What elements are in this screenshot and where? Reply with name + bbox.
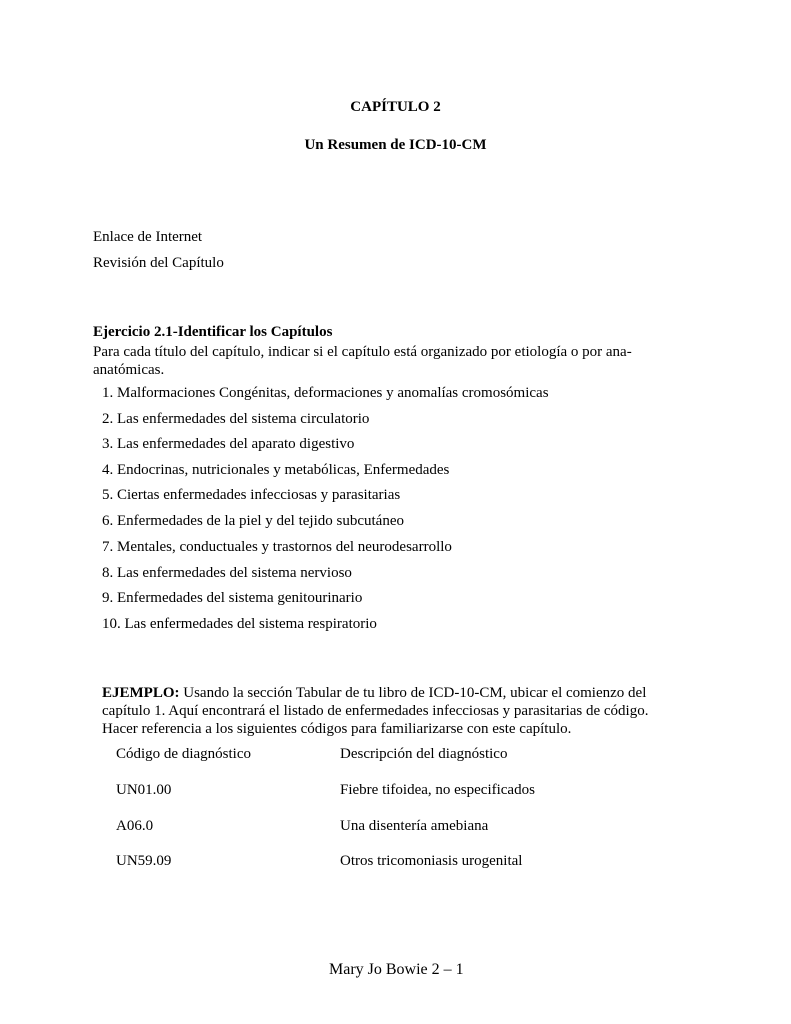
table-cell-code: UN59.09: [116, 853, 172, 869]
chapter-subtitle: Un Resumen de ICD-10-CM: [304, 137, 487, 153]
list-item: 1. Malformaciones Congénitas, deformaciones y anomalías cromosómicas: [102, 385, 549, 401]
example-text: Usando la sección Tabular de tu libro de ICD-10-CM, ubicar el comienzo del capítulo 1. Aquí encontrará el listado de enfermedades infecciosas y parasitarias de código. Hacer referencia a los siguientes códigos para familiarizarse con este capítulo.: [102, 685, 649, 737]
list-item: 3. Las enfermedades del aparato digestivo: [102, 436, 355, 452]
list-item: 10. Las enfermedades del sistema respiratorio: [102, 616, 377, 632]
list-item: 6. Enfermedades de la piel y del tejido subcutáneo: [102, 513, 404, 529]
table-cell-code: UN01.00: [116, 782, 172, 798]
page-footer: Mary Jo Bowie 2 – 1: [329, 961, 464, 978]
list-item: 8. Las enfermedades del sistema nervioso: [102, 565, 352, 581]
chapter-review-link[interactable]: Revisión del Capítulo: [93, 255, 224, 271]
internet-link[interactable]: Enlace de Internet: [93, 229, 203, 245]
table-header-code: Código de diagnóstico: [116, 746, 251, 762]
table-header-description: Descripción del diagnóstico: [340, 746, 508, 762]
example-label: EJEMPLO:: [102, 685, 180, 701]
table-cell-description: Una disentería amebiana: [340, 818, 489, 834]
exercise-instructions: Para cada título del capítulo, indicar si el capítulo está organizado por etiología o por ana-anatómicas.: [93, 344, 632, 378]
example-paragraph: [102, 684, 682, 738]
list-item: 4. Endocrinas, nutricionales y metabólicas, Enfermedades: [102, 462, 450, 478]
list-item: 2. Las enfermedades del sistema circulatorio: [102, 411, 370, 427]
list-item: 5. Ciertas enfermedades infecciosas y parasitarias: [102, 487, 401, 503]
table-cell-code: A06.0: [116, 818, 154, 834]
table-cell-description: Otros tricomoniasis urogenital: [340, 853, 523, 869]
list-item: 9. Enfermedades del sistema genitourinario: [102, 590, 363, 606]
chapter-title: CAPÍTULO 2: [350, 99, 441, 115]
exercise-title: Ejercicio 2.1-Identificar los Capítulos: [93, 324, 333, 340]
list-item: 7. Mentales, conductuales y trastornos del neurodesarrollo: [102, 539, 452, 555]
table-cell-description: Fiebre tifoidea, no especificados: [340, 782, 535, 798]
